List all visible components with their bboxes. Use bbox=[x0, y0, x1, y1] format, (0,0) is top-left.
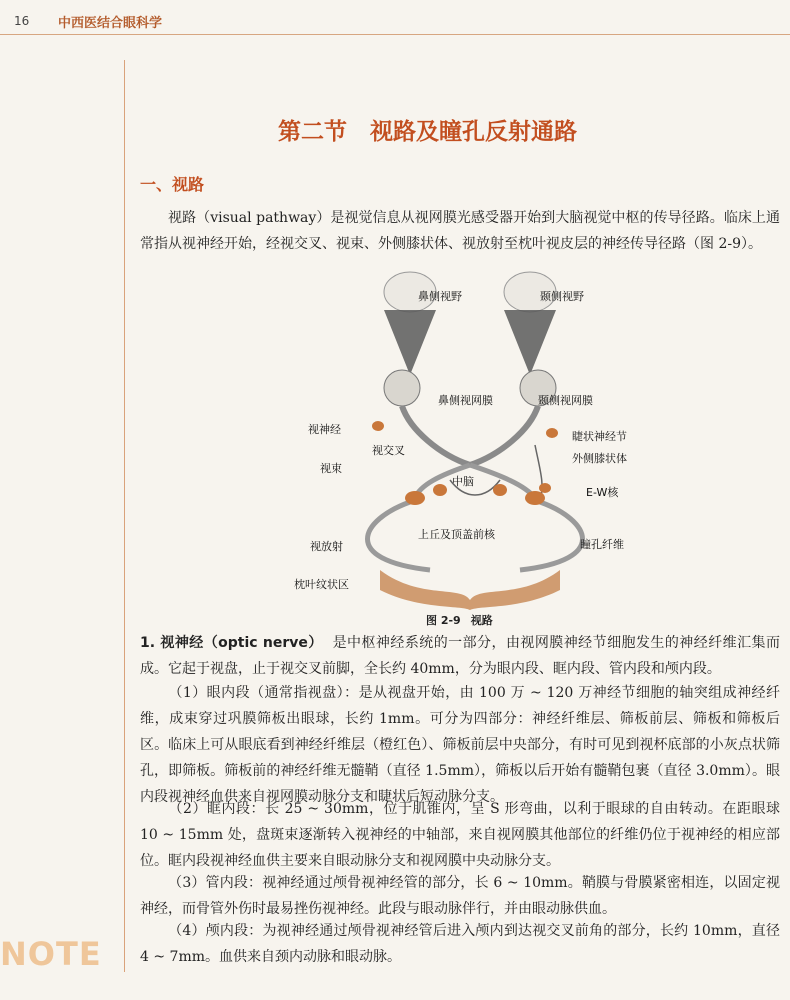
ciliary-ganglion-node bbox=[546, 428, 558, 438]
left-light-cone bbox=[384, 310, 436, 375]
optic-nerve-term: 1. 视神经（optic nerve） bbox=[140, 635, 323, 651]
subsection-title: 一、视路 bbox=[140, 175, 205, 194]
right-optic-nerve bbox=[470, 406, 538, 465]
canalicular-text: 视神经通过颅骨视神经管的部分，长 6 ~ 10mm。鞘膜与骨膜紧密相连，以固定视神经，而骨管外伤时最易挫伤视神经。此段与眼动脉伴行，并由眼动脉供血。 bbox=[140, 875, 780, 917]
midbrain-node-left bbox=[433, 484, 447, 496]
label-optic-nerve: 视神经 bbox=[308, 423, 341, 436]
left-eyeball bbox=[384, 370, 420, 406]
intracranial-text: 为视神经通过颅骨视神经管后进入颅内到达视交叉前角的部分，长约 10mm，直径 4 ~ 7mm。血供来自颈内动脉和眼动脉。 bbox=[140, 923, 780, 965]
label-occipital-cortex: 枕叶纹状区 bbox=[294, 578, 349, 591]
note-margin-label: NOTE bbox=[0, 935, 102, 973]
ew-nucleus-node bbox=[539, 483, 551, 493]
book-title: 中西医结合眼科学 bbox=[58, 16, 163, 31]
optic-nerve-node bbox=[372, 421, 384, 431]
intraocular-paragraph bbox=[140, 680, 780, 810]
page-number: 16 bbox=[14, 14, 30, 28]
intro-paragraph bbox=[140, 205, 780, 257]
label-nasal-retina: 鼻侧视网膜 bbox=[438, 394, 493, 407]
label-pretectal-nucleus: 上丘及顶盖前核 bbox=[418, 528, 495, 541]
header-rule bbox=[0, 34, 790, 35]
figure-title: 视路 bbox=[470, 614, 493, 627]
label-nasal-field: 鼻侧视野 bbox=[418, 290, 462, 303]
orbital-paragraph bbox=[140, 796, 780, 874]
label-ciliary-ganglion: 睫状神经节 bbox=[572, 430, 627, 443]
left-lgn-node bbox=[405, 491, 425, 505]
left-optic-nerve bbox=[402, 406, 470, 465]
intro-text: 视路（visual pathway）是视觉信息从视网膜光感受器开始到大脑视觉中枢的传导径路。临床上通常指从视神经开始，经视交叉、视束、外侧膝状体、视放射至枕叶视皮层的神经传导径路（图 2-9）。 bbox=[140, 210, 780, 252]
orbital-term: （2）眶内段： bbox=[168, 801, 266, 817]
intracranial-paragraph bbox=[140, 918, 780, 970]
figure-caption bbox=[426, 612, 503, 628]
canalicular-term: （3）管内段： bbox=[168, 875, 263, 891]
right-optic-radiation bbox=[520, 502, 583, 570]
visual-pathway-figure bbox=[290, 270, 660, 610]
label-ew-nucleus: E-W核 bbox=[586, 486, 619, 499]
label-midbrain: 中脑 bbox=[452, 475, 474, 488]
orbital-text: 长 25 ~ 30mm，位于肌锥内，呈 S 形弯曲，以利于眼球的自由转动。在距眼球 10 ~ 15mm 处，盘斑束逐渐转入视神经的中轴部，来自视网膜其他部位的纤维仍位于视神经的相应部位。眶内段视神经血供主要来自眼动脉分支和视网膜中央动脉分支。 bbox=[140, 801, 780, 869]
intraocular-term: （1）眼内段（通常指视盘）： bbox=[168, 685, 359, 701]
optic-nerve-text: 是中枢神经系统的一部分，由视网膜神经节细胞发生的神经纤维汇集而成。它起于视盘，止于视交叉前脚，全长约 40mm，分为眼内段、眶内段、管内段和颅内段。 bbox=[140, 635, 780, 677]
intraocular-text: 是从视盘开始，由 100 万 ~ 120 万神经节细胞的轴突组成神经纤维，成束穿过巩膜筛板出眼球，长约 1mm。可分为四部分：神经纤维层、筛板前层、筛板和筛板后区。临床上可从眼底看到神经纤维层（橙红色）、筛板前层中央部分，有时可见到视杯底部的小灰点状筛孔，即筛板。筛板前的神经纤维无髓鞘（直径 1.5mm），筛板以后开始有髓鞘包裹（直径 3.0mm）。眼内段视神经血供来自视网膜动脉分支和睫状后短动脉分支。 bbox=[140, 685, 780, 805]
occipital-cortex bbox=[380, 570, 560, 610]
optic-nerve-paragraph bbox=[140, 630, 780, 682]
figure-number: 图 2-9 bbox=[426, 614, 461, 627]
right-light-cone bbox=[504, 310, 556, 375]
margin-rule bbox=[124, 60, 125, 972]
label-pupil-fibers: 瞳孔纤维 bbox=[580, 538, 624, 551]
right-lgn-node bbox=[525, 491, 545, 505]
label-lgn: 外侧膝状体 bbox=[572, 452, 627, 465]
intracranial-term: （4）颅内段： bbox=[168, 923, 263, 939]
label-optic-radiation: 视放射 bbox=[310, 540, 343, 553]
canalicular-paragraph bbox=[140, 870, 780, 922]
midbrain-node-right bbox=[493, 484, 507, 496]
section-title: 第二节 视路及瞳孔反射通路 bbox=[278, 119, 577, 145]
label-temporal-retina: 颞侧视网膜 bbox=[538, 394, 593, 407]
label-temporal-field: 颞侧视野 bbox=[540, 290, 584, 303]
label-optic-chiasm: 视交叉 bbox=[372, 444, 405, 457]
label-optic-tract: 视束 bbox=[320, 462, 342, 475]
